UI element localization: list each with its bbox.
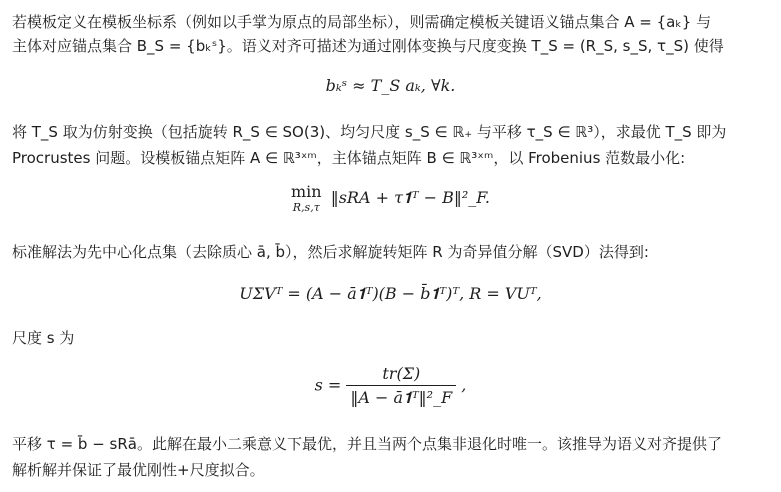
equation-4 (0, 364, 781, 408)
scale-denominator: ‖A − ā𝟏ᵀ‖²_F (350, 388, 453, 407)
paragraph-2-line-1: 将 T_S 取为仿射变换（包括旋转 R_S ∈ SO(3)、均匀尺度 s_S ∈ ℝ₊ 与平移 τ_S ∈ ℝ³），求最优 T_S 即为 (12, 123, 727, 141)
scale-lhs: s = (314, 375, 342, 395)
paragraph-1-line-2: 主体对应锚点集合 B_S = {bₖˢ}。语义对齐可描述为通过刚体变换与尺度变换 T_S = (R_S, s_S, τ_S) 使得 (12, 37, 724, 55)
paragraph-5-line-2: 解析解并保证了最优刚性+尺度拟合。 (12, 461, 265, 479)
paragraph-1-line-1: 若模板定义在模板坐标系（例如以手掌为原点的局部坐标），则需确定模板关键语义锚点集合 A = {aₖ} 与 (12, 13, 712, 31)
min-label: min (291, 182, 322, 201)
svd-expression: UΣVᵀ = (A − ā𝟏ᵀ)(B − b̄𝟏ᵀ)ᵀ, R = VUᵀ, (239, 284, 542, 303)
paragraph-3: 标准解法为先中心化点集（去除质心 ā, b̄），然后求解旋转矩阵 R 为奇异值分解（SVD）法得到: (12, 243, 649, 261)
paragraph-2-line-2: Procrustes 问题。设模板锚点矩阵 A ∈ ℝ³ˣᵐ，主体锚点矩阵 B ∈ ℝ³ˣᵐ，以 Frobenius 范数最小化: (12, 149, 686, 167)
equation-2 (0, 184, 781, 213)
min-subscript: R,s,τ (292, 201, 320, 214)
paragraph-4: 尺度 s 为 (12, 329, 75, 347)
equation-1-text: bₖˢ ≈ T_S aₖ, ∀k. (325, 76, 456, 95)
scale-fraction (346, 364, 456, 408)
equation-3 (0, 284, 781, 304)
scale-numerator: tr(Σ) (346, 364, 456, 386)
min-operator (291, 184, 322, 213)
scale-trail: , (461, 375, 467, 395)
objective-expression: ‖sRA + τ𝟏ᵀ − B‖²_F. (330, 188, 490, 207)
equation-1 (0, 76, 781, 95)
paragraph-5-line-1: 平移 τ = b̄ − sRā。此解在最小二乘意义下最优，并且当两个点集非退化时唯一。该推导为语义对齐提供了 (12, 435, 722, 453)
